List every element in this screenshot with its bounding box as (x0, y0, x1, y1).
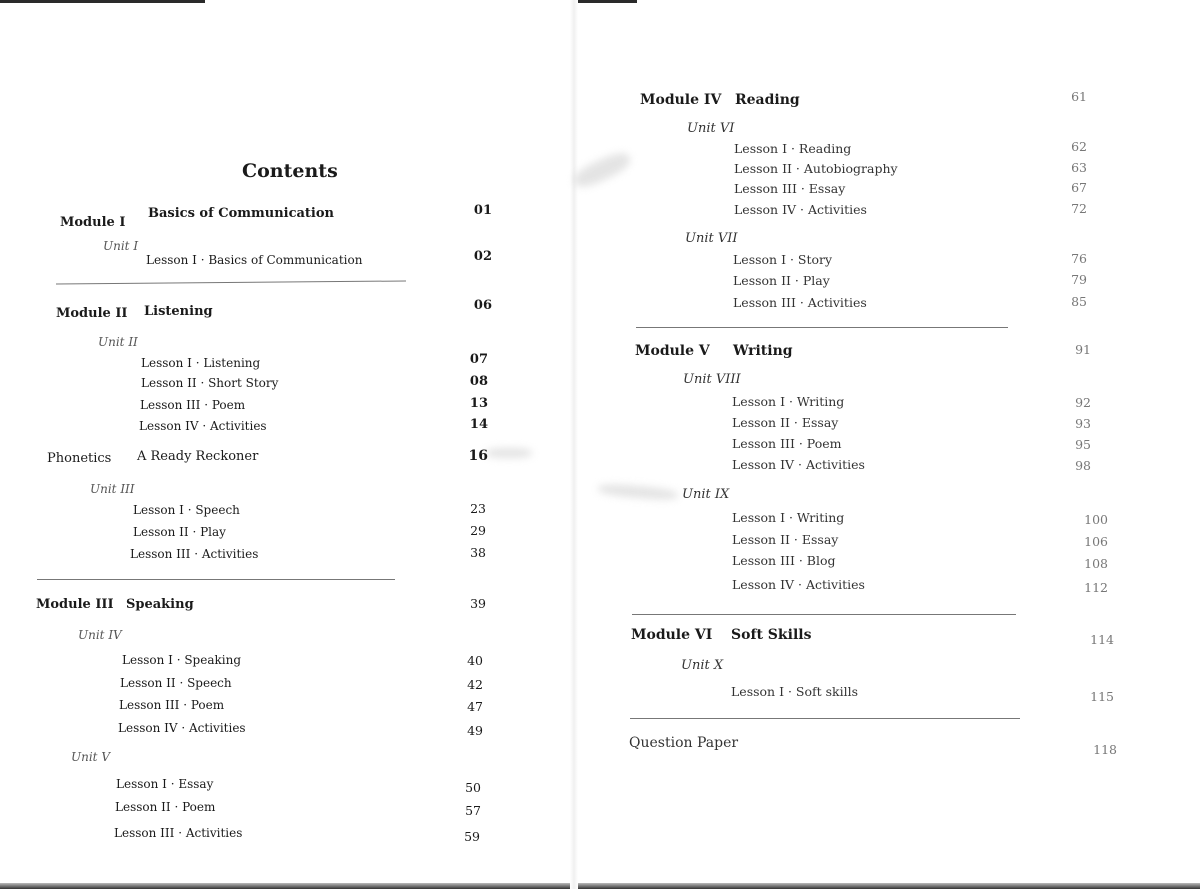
module-title: Reading (735, 92, 800, 108)
lesson-label: Lesson I · Essay (116, 777, 214, 791)
unit-label: Unit IX (682, 487, 730, 502)
unit-label: Unit I (103, 239, 139, 253)
lesson-label: Lesson III · Blog (732, 553, 836, 568)
section-divider (630, 718, 1020, 719)
page-number: 92 (1075, 395, 1091, 410)
page-number: 47 (467, 699, 483, 714)
lesson-label: Lesson IV · Activities (118, 721, 246, 735)
page-number: 39 (470, 596, 486, 611)
lesson-label: Lesson II · Autobiography (734, 161, 898, 176)
page-number: 85 (1071, 294, 1087, 309)
module-name: Module VI (631, 627, 713, 643)
question-paper-label: Question Paper (629, 735, 739, 751)
lesson-label: Lesson II · Play (133, 525, 226, 539)
unit-label: Unit VII (685, 231, 738, 246)
page-number: 62 (1071, 139, 1087, 154)
page-number: 50 (465, 780, 481, 795)
page-number: 59 (464, 829, 480, 844)
lesson-label: Lesson IV · Activities (732, 577, 865, 592)
lesson-label: Lesson I · Writing (732, 510, 845, 525)
lesson-label: Lesson III · Activities (130, 547, 259, 561)
unit-label: Unit V (71, 750, 110, 764)
lesson-label: Lesson I · Speaking (122, 653, 242, 667)
lesson-label: Lesson III · Essay (734, 181, 846, 196)
page-number: 42 (467, 677, 483, 692)
left-page (0, 0, 570, 889)
lesson-label: Lesson II · Essay (732, 532, 839, 547)
section-divider (37, 579, 395, 580)
page-number: 16 (468, 448, 488, 464)
page-number: 95 (1075, 437, 1091, 452)
page-number: 115 (1090, 689, 1114, 704)
page-number: 02 (473, 249, 492, 264)
page-number: 13 (469, 396, 488, 411)
unit-label: Unit II (98, 335, 138, 349)
unit-label: Unit IV (78, 628, 122, 642)
page-number: 61 (1071, 89, 1087, 104)
page-number: 67 (1071, 180, 1087, 195)
page-number: 100 (1084, 512, 1108, 527)
lesson-label: Lesson III · Poem (140, 398, 246, 412)
page-number: 08 (469, 374, 488, 389)
page-number: 57 (465, 803, 481, 818)
page-number: 63 (1071, 160, 1087, 175)
lesson-label: Lesson I · Reading (734, 141, 852, 156)
page-number: 112 (1084, 580, 1108, 595)
lesson-label: Lesson II · Play (733, 273, 830, 288)
page-number: 114 (1090, 632, 1114, 647)
unit-label: Unit III (90, 482, 135, 496)
page-number: 108 (1084, 556, 1108, 571)
page-number: 79 (1071, 272, 1087, 287)
module-title: Soft Skills (731, 627, 812, 643)
lesson-label: Lesson I · Story (733, 252, 833, 267)
page-number: 23 (470, 501, 486, 516)
page-number: 29 (470, 523, 486, 538)
lesson-label: Lesson I · Listening (141, 356, 261, 370)
lesson-label: Lesson III · Poem (732, 436, 842, 451)
page-number: 91 (1075, 342, 1091, 357)
module-name: Module IV (640, 92, 722, 108)
module-name: Module III (36, 597, 114, 612)
lesson-label: Lesson I · Speech (133, 503, 240, 517)
page-number: 76 (1071, 251, 1087, 266)
right-page (578, 0, 1200, 889)
module-title: Writing (733, 343, 793, 359)
module-name: Module II (56, 306, 128, 321)
unit-label: Unit VI (687, 121, 735, 136)
page-number: 38 (470, 545, 486, 560)
section-divider (56, 280, 406, 284)
page-number: 106 (1084, 534, 1108, 549)
page-number: 07 (469, 352, 488, 367)
contents-title: Contents (242, 160, 338, 182)
lesson-label: Lesson I · Soft skills (731, 684, 859, 699)
section-divider (632, 614, 1016, 615)
book-gutter (570, 0, 578, 889)
lesson-label: Lesson II · Short Story (141, 376, 279, 390)
lesson-label: Lesson II · Poem (115, 800, 216, 814)
page-number: 118 (1093, 742, 1117, 757)
unit-label: Unit X (681, 658, 724, 673)
lesson-label: Lesson I · Basics of Communication (146, 253, 363, 267)
page-number: 06 (473, 298, 492, 313)
module-title: Speaking (126, 597, 194, 612)
lesson-label: Lesson III · Activities (733, 295, 867, 310)
module-title: Basics of Communication (148, 206, 334, 221)
lesson-label: Lesson III · Poem (119, 698, 225, 712)
module-name: Module I (60, 215, 126, 230)
lesson-label: Lesson II · Speech (120, 676, 232, 690)
page-number: 14 (469, 417, 488, 432)
lesson-label: Lesson IV · Activities (732, 457, 865, 472)
lesson-label: Lesson II · Essay (732, 415, 839, 430)
page-number: 93 (1075, 416, 1091, 431)
lesson-label: Lesson III · Activities (114, 826, 243, 840)
page-number: 72 (1071, 201, 1087, 216)
page-number: 49 (467, 723, 483, 738)
section-divider (636, 327, 1008, 328)
page-number: 98 (1075, 458, 1091, 473)
lesson-label: Lesson IV · Activities (734, 202, 867, 217)
page-number: 01 (473, 203, 492, 218)
unit-label: Unit VIII (683, 372, 741, 387)
lesson-label: Lesson I · Writing (732, 394, 845, 409)
page-number: 40 (467, 653, 483, 668)
module-name: Module V (635, 343, 710, 359)
module-name: Phonetics (47, 451, 112, 466)
module-title: A Ready Reckoner (137, 449, 259, 464)
module-title: Listening (144, 304, 213, 319)
lesson-label: Lesson IV · Activities (139, 419, 267, 433)
